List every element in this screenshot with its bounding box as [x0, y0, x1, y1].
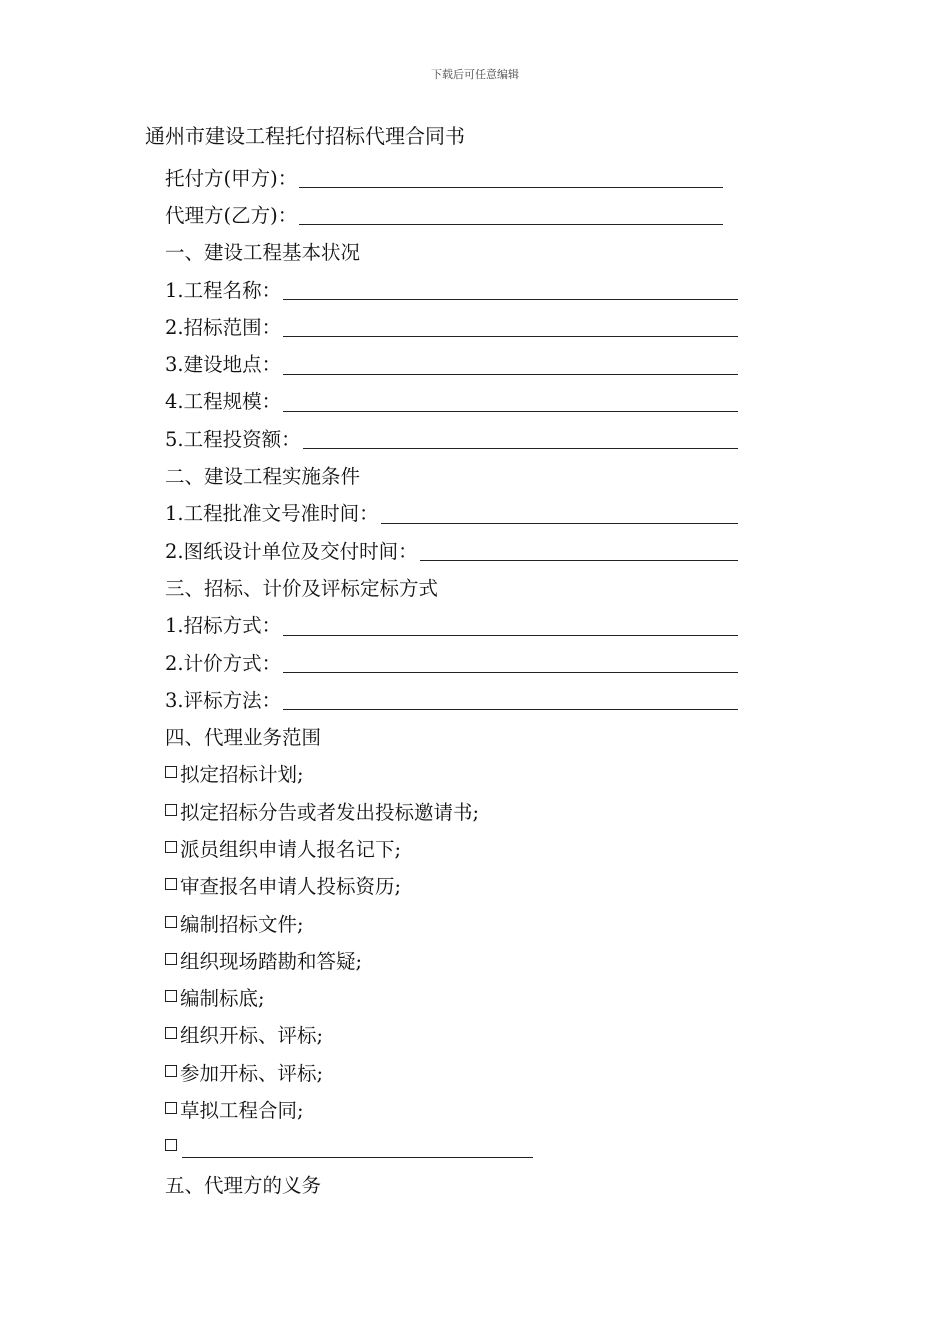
- form-field-row: [165, 643, 755, 680]
- form-field-row: [165, 531, 755, 568]
- field-label: 2.招标范围：: [165, 315, 282, 339]
- checklist-item: [165, 1090, 755, 1127]
- checkbox-icon[interactable]: [165, 1065, 177, 1077]
- checkbox-icon[interactable]: [165, 1102, 177, 1114]
- checklist-item-label: 组织开标、评标;: [180, 1024, 324, 1048]
- form-field-row: [165, 270, 755, 307]
- field-label: 5.工程投资额：: [165, 427, 301, 451]
- fill-in-blank[interactable]: [283, 352, 738, 375]
- checklist-item-label: 组织现场踏勘和答疑;: [180, 949, 363, 973]
- checklist-item-label: 审查报名申请人投标资历;: [180, 875, 402, 899]
- checkbox-icon[interactable]: [165, 1027, 177, 1039]
- form-field-row: [165, 419, 755, 456]
- form-field-row: [165, 158, 755, 195]
- heading-text: 一、建设工程基本状况: [165, 241, 361, 265]
- heading-text: 四、代理业务范围: [165, 726, 322, 750]
- form-field-row: [165, 195, 755, 232]
- fill-in-blank[interactable]: [299, 165, 723, 188]
- checklist-item: [165, 1128, 755, 1165]
- checklist-item-label: 派员组织申请人报名记下;: [180, 837, 402, 861]
- fill-in-blank[interactable]: [283, 314, 738, 337]
- heading-text: 三、招标、计价及评标定标方式: [165, 576, 439, 600]
- field-label: 托付方(甲方)：: [165, 166, 298, 190]
- form-field-row: [165, 680, 755, 717]
- contract-body: [165, 158, 755, 1202]
- section-heading: [165, 568, 755, 605]
- checkbox-icon[interactable]: [165, 841, 177, 853]
- page-header: 下载后可任意编辑: [431, 68, 519, 81]
- field-label: 1.工程批准文号准时间：: [165, 502, 379, 526]
- checklist-item: [165, 829, 755, 866]
- field-label: 2.计价方式：: [165, 651, 282, 675]
- checkbox-icon[interactable]: [165, 916, 177, 928]
- form-field-row: [165, 344, 755, 381]
- field-label: 1.招标方式：: [165, 614, 282, 638]
- checklist-item-label: 拟定招标分告或者发出投标邀请书;: [180, 800, 480, 824]
- checklist-item: [165, 904, 755, 941]
- heading-text: 五、代理方的义务: [165, 1173, 322, 1197]
- form-field-row: [165, 382, 755, 419]
- section-heading: [165, 233, 755, 270]
- section-heading: [165, 1165, 755, 1202]
- form-field-row: [165, 307, 755, 344]
- field-label: 1.工程名称：: [165, 278, 282, 302]
- field-label: 4.工程规模：: [165, 390, 282, 414]
- fill-in-blank[interactable]: [303, 426, 738, 449]
- checkbox-icon[interactable]: [165, 953, 177, 965]
- checkbox-icon[interactable]: [165, 990, 177, 1002]
- checkbox-icon[interactable]: [165, 804, 177, 816]
- section-heading: [165, 717, 755, 754]
- checkbox-icon[interactable]: [165, 878, 177, 890]
- checklist-item-label: 草拟工程合同;: [180, 1099, 304, 1123]
- checklist-item-label: 编制招标文件;: [180, 912, 304, 936]
- checklist-item: [165, 1053, 755, 1090]
- checklist-item: [165, 941, 755, 978]
- fill-in-blank[interactable]: [420, 538, 738, 561]
- section-heading: [165, 456, 755, 493]
- fill-in-blank[interactable]: [283, 613, 738, 636]
- checklist-item-label: 拟定招标计划;: [180, 763, 304, 787]
- fill-in-blank[interactable]: [283, 389, 738, 412]
- fill-in-blank[interactable]: [283, 650, 738, 673]
- field-label: 3.建设地点：: [165, 353, 282, 377]
- checklist-item: [165, 867, 755, 904]
- checklist-item: [165, 979, 755, 1016]
- fill-in-blank[interactable]: [283, 687, 738, 710]
- checkbox-icon[interactable]: [165, 766, 177, 778]
- checklist-item: [165, 755, 755, 792]
- fill-in-blank[interactable]: [283, 277, 738, 300]
- document-title: 通州市建设工程托付招标代理合同书: [145, 124, 465, 148]
- field-label: 2.图纸设计单位及交付时间：: [165, 539, 418, 563]
- checkbox-icon[interactable]: [165, 1139, 177, 1151]
- field-label: 代理方(乙方)：: [165, 203, 298, 227]
- checklist-item-label: 参加开标、评标;: [180, 1061, 324, 1085]
- fill-in-blank[interactable]: [182, 1135, 533, 1158]
- field-label: 3.评标方法：: [165, 688, 282, 712]
- checklist-item: [165, 1016, 755, 1053]
- form-field-row: [165, 606, 755, 643]
- checklist-item-label: 编制标底;: [180, 987, 265, 1011]
- checklist-item: [165, 792, 755, 829]
- heading-text: 二、建设工程实施条件: [165, 465, 361, 489]
- form-field-row: [165, 494, 755, 531]
- fill-in-blank[interactable]: [381, 501, 738, 524]
- fill-in-blank[interactable]: [299, 202, 723, 225]
